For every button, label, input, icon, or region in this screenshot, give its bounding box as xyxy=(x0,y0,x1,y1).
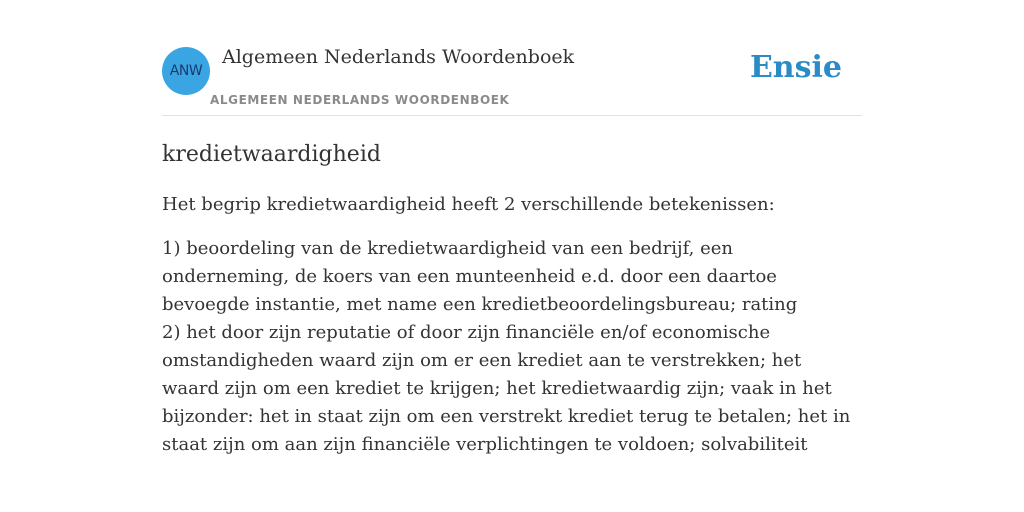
entry-intro: Het begrip kredietwaardigheid heeft 2 verschillende betekenissen: xyxy=(162,194,775,215)
header xyxy=(162,42,862,116)
entry-content xyxy=(162,138,862,459)
site-title: Algemeen Nederlands Woordenboek xyxy=(222,46,575,68)
definition-item: 1) beoordeling van de kredietwaardigheid van een bedrijf, een onderneming, de koers van een munteenheid e.d. door een daartoe bevoegde instantie, met name een kredietbeoordelingsbureau; rating xyxy=(162,238,798,315)
anw-logo[interactable]: ANW xyxy=(162,47,210,95)
site-subtitle: ALGEMEEN NEDERLANDS WOORDENBOEK xyxy=(210,93,510,107)
definitions-list xyxy=(162,235,862,459)
ensie-brand-link[interactable]: Ensie xyxy=(749,50,842,85)
entry-headword: kredietwaardigheid xyxy=(162,142,381,167)
definition-item: 2) het door zijn reputatie of door zijn financiële en/of economische omstandigheden waard zijn om er een krediet aan te verstrekken; het waard zijn om een krediet te krijgen; het kredietwaardig zijn; vaak in het bijzonder: het in staat zijn om een verstrekt krediet terug te betalen; het in staat zijn om aan zijn financiële verplichtingen te voldoen; solvabiliteit xyxy=(162,322,851,455)
